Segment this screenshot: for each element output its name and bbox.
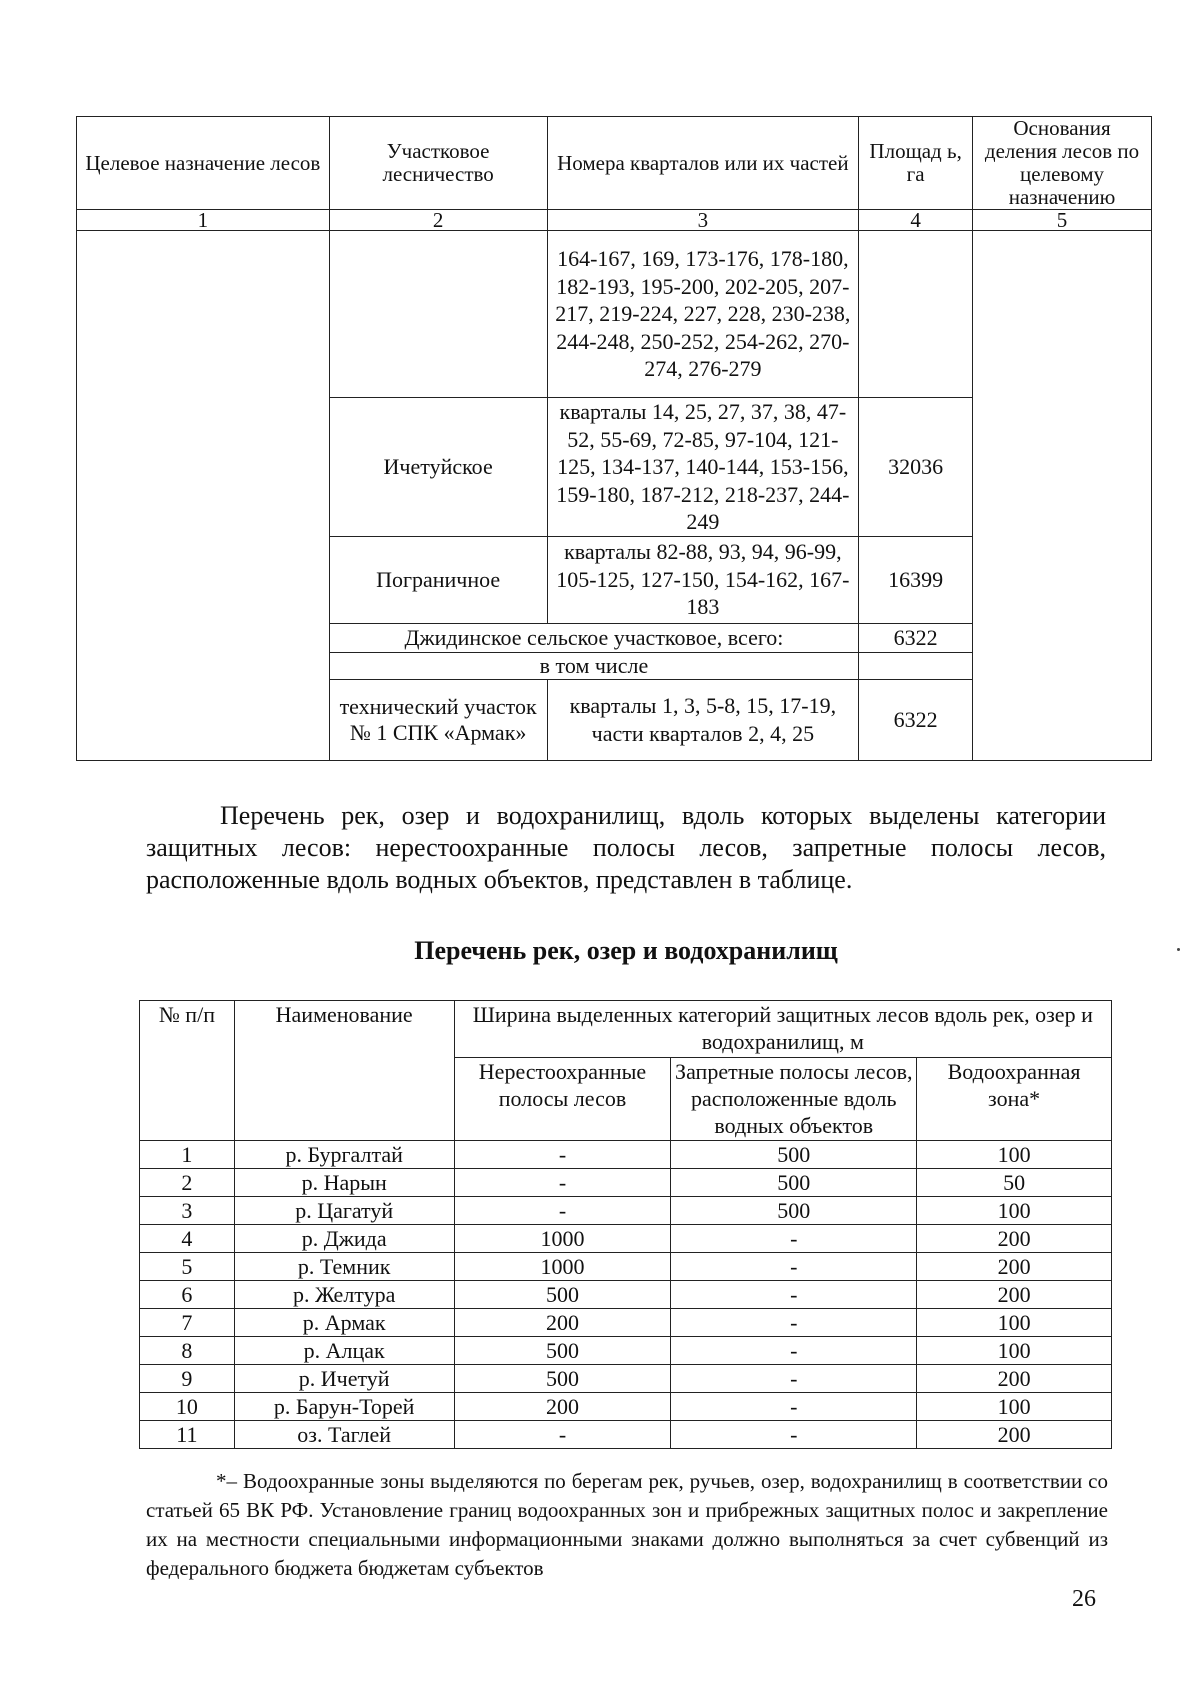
cell-water: 100: [917, 1393, 1112, 1421]
cell-spawning: 200: [454, 1393, 671, 1421]
cell-water: 100: [917, 1197, 1112, 1225]
table-row: [140, 1337, 1112, 1365]
cell-spawning: -: [454, 1197, 671, 1225]
page-number: 26: [1072, 1586, 1096, 1612]
table-row: [140, 1197, 1112, 1225]
empty-area-cell: [859, 652, 973, 679]
total-area: 6322: [859, 623, 973, 652]
table-header-row: [77, 117, 1152, 210]
cell-water: 200: [917, 1281, 1112, 1309]
cell-spawning: 200: [454, 1309, 671, 1337]
cell-prohibited: -: [671, 1281, 917, 1309]
col-number: 1: [77, 210, 330, 231]
cell-name: р. Армак: [234, 1309, 454, 1337]
header-area: Площад ь, га: [859, 117, 973, 210]
tech-quarters: кварталы 1, 3, 5-8, 15, 17-19, части кварталов 2, 4, 25: [547, 679, 859, 760]
table-row: [140, 1225, 1112, 1253]
cell-prohibited: -: [671, 1365, 917, 1393]
tech-area: 6322: [859, 679, 973, 760]
cell-spawning: 500: [454, 1365, 671, 1393]
forestry-cell: Ичетуйское: [329, 398, 547, 537]
header-basis: Основания деления лесов по целевому назначению: [973, 117, 1152, 210]
header-purpose: Целевое назначение лесов: [77, 117, 330, 210]
cell-name: р. Ичетуй: [234, 1365, 454, 1393]
cell-prohibited: -: [671, 1309, 917, 1337]
cell-spawning: 500: [454, 1337, 671, 1365]
area-cell: [859, 231, 973, 398]
basis-cell: [973, 231, 1152, 761]
footnote: *– Водоохранные зоны выделяются по берегам рек, ручьев, озер, водохранилищ в соответствии со статьей 65 ВК РФ. Установление границ водоохранных зон и прибрежных защитных полос и закрепление их на местности специальными информационными знаками должно выполняться за счет субвенций из федерального бюджета бюджетам субъектов: [146, 1469, 1108, 1580]
cell-spawning: 1000: [454, 1253, 671, 1281]
table-row: [140, 1365, 1112, 1393]
total-label: Джидинское сельское участковое, всего:: [329, 623, 858, 652]
forestry-cell: Пограничное: [329, 536, 547, 623]
col-number: 2: [329, 210, 547, 231]
table-row: [140, 1169, 1112, 1197]
rivers-table: [139, 1000, 1112, 1449]
header-name: Наименование: [234, 1001, 454, 1141]
rivers-table-title: Перечень рек, озер и водохранилищ: [414, 936, 838, 965]
header-width: Ширина выделенных категорий защитных лесов вдоль рек, озер и водохранилищ, м: [454, 1001, 1111, 1058]
intro-paragraph: Перечень рек, озер и водохранилищ, вдоль которых выделены категории защитных лесов: нерестоохранные полосы лесов, запретные полосы лесов, расположенные вдоль водных объектов, представлен в таблице.: [146, 801, 1106, 894]
quarters-cell: кварталы 14, 25, 27, 37, 38, 47-52, 55-69, 72-85, 97-104, 121-125, 134-137, 140-144, 153-156, 159-180, 187-212, 218-237, 244-249: [547, 398, 859, 537]
cell-water: 100: [917, 1309, 1112, 1337]
area-cell: 16399: [859, 536, 973, 623]
table-row: [77, 231, 1152, 398]
tech-forestry: технический участок № 1 СПК «Армак»: [329, 679, 547, 760]
cell-name: р. Цагатуй: [234, 1197, 454, 1225]
quarters-cell: кварталы 82-88, 93, 94, 96-99, 105-125, 127-150, 154-162, 167-183: [547, 536, 859, 623]
cell-num: 7: [140, 1309, 235, 1337]
table-row: [140, 1393, 1112, 1421]
table-row: [140, 1309, 1112, 1337]
purpose-cell: [77, 231, 330, 761]
quarters-cell: 164-167, 169, 173-176, 178-180, 182-193, 195-200, 202-205, 207-217, 219-224, 227, 228, 230-238, 244-248, 250-252, 254-262, 270-274, 276-279: [547, 231, 859, 398]
scan-dot: [1177, 948, 1180, 951]
cell-name: р. Бургалтай: [234, 1141, 454, 1169]
cell-name: р. Джида: [234, 1225, 454, 1253]
col-number: 3: [547, 210, 859, 231]
cell-prohibited: -: [671, 1337, 917, 1365]
table-row: [140, 1141, 1112, 1169]
table-row: [140, 1253, 1112, 1281]
header-forestry: Участковое лесничество: [329, 117, 547, 210]
forestry-cell: [329, 231, 547, 398]
table-row: [140, 1421, 1112, 1449]
cell-water: 100: [917, 1337, 1112, 1365]
col-number: 5: [973, 210, 1152, 231]
area-cell: 32036: [859, 398, 973, 537]
including-label: в том числе: [329, 652, 858, 679]
header-water-zone: Водоохранная зона*: [917, 1058, 1112, 1141]
cell-num: 2: [140, 1169, 235, 1197]
cell-spawning: 500: [454, 1281, 671, 1309]
cell-name: р. Алцак: [234, 1337, 454, 1365]
cell-spawning: 1000: [454, 1225, 671, 1253]
cell-water: 200: [917, 1365, 1112, 1393]
cell-name: р. Темник: [234, 1253, 454, 1281]
cell-spawning: -: [454, 1421, 671, 1449]
cell-num: 3: [140, 1197, 235, 1225]
table-row: [140, 1281, 1112, 1309]
cell-water: 200: [917, 1253, 1112, 1281]
cell-spawning: -: [454, 1169, 671, 1197]
col-number: 4: [859, 210, 973, 231]
column-number-row: [77, 210, 1152, 231]
cell-prohibited: -: [671, 1393, 917, 1421]
cell-name: р. Нарын: [234, 1169, 454, 1197]
cell-prohibited: -: [671, 1253, 917, 1281]
cell-water: 100: [917, 1141, 1112, 1169]
forest-purpose-table: [76, 116, 1152, 761]
cell-name: оз. Таглей: [234, 1421, 454, 1449]
cell-prohibited: 500: [671, 1141, 917, 1169]
cell-spawning: -: [454, 1141, 671, 1169]
cell-prohibited: -: [671, 1421, 917, 1449]
cell-prohibited: 500: [671, 1169, 917, 1197]
table-header-row: [140, 1001, 1112, 1058]
header-prohibited: Запретные полосы лесов, расположенные вдоль водных объектов: [671, 1058, 917, 1141]
header-num: № п/п: [140, 1001, 235, 1141]
cell-water: 200: [917, 1421, 1112, 1449]
header-quarters: Номера кварталов или их частей: [547, 117, 859, 210]
cell-num: 6: [140, 1281, 235, 1309]
cell-num: 4: [140, 1225, 235, 1253]
cell-prohibited: 500: [671, 1197, 917, 1225]
cell-num: 10: [140, 1393, 235, 1421]
cell-num: 5: [140, 1253, 235, 1281]
cell-name: р. Барун-Торей: [234, 1393, 454, 1421]
cell-name: р. Желтура: [234, 1281, 454, 1309]
cell-water: 200: [917, 1225, 1112, 1253]
cell-prohibited: -: [671, 1225, 917, 1253]
cell-num: 1: [140, 1141, 235, 1169]
cell-num: 11: [140, 1421, 235, 1449]
header-spawning: Нерестоохранные полосы лесов: [454, 1058, 671, 1141]
cell-water: 50: [917, 1169, 1112, 1197]
cell-num: 8: [140, 1337, 235, 1365]
cell-num: 9: [140, 1365, 235, 1393]
